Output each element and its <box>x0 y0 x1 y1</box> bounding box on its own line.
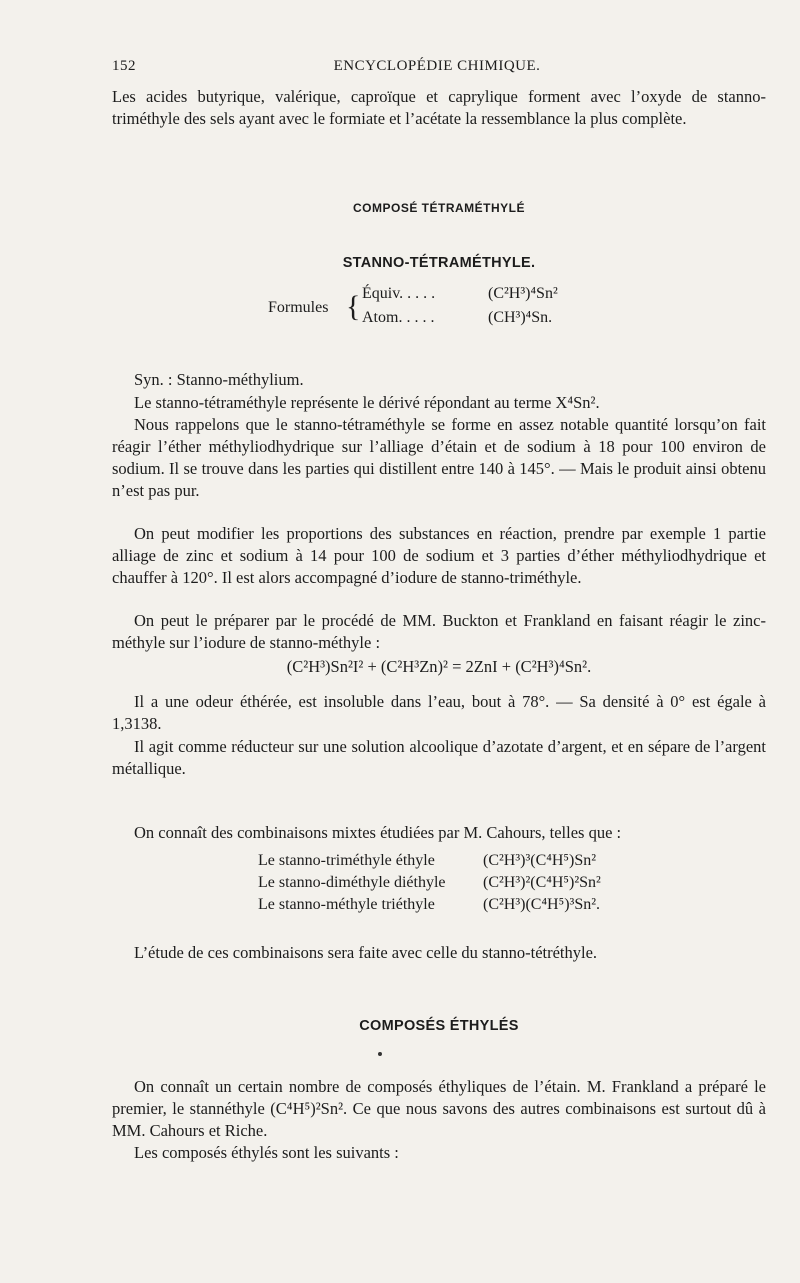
combination-name: Le stanno-méthyle triéthyle <box>258 896 435 913</box>
combination-formula: (C²H³)³(C⁴H⁵)Sn² <box>483 852 597 869</box>
paragraph-list-intro: Les composés éthylés sont les suivants : <box>134 1143 399 1162</box>
reaction-equation: (C²H³)Sn²I² + (C²H³Zn)² = 2ZnI + (C²H³)⁴Sn². <box>286 657 592 676</box>
combinations-list <box>258 850 758 916</box>
brace-glyph: { <box>346 290 361 323</box>
synonym-line: Syn. : Stanno-méthylium. <box>134 370 304 389</box>
paragraph-reducer: Il agit comme réducteur sur une solution alcoolique d’azotate d’argent, et en sépare de l’argent métallique. <box>112 737 766 778</box>
running-title: ENCYCLOPÉDIE CHIMIQUE. <box>333 58 541 74</box>
paragraph-formation: Nous rappelons que le stanno-tétraméthyle se forme en assez notable quantité lorsqu’on fait réagir l’éther méthyliodhydrique sur l’alliage d’étain et de sodium à 18 pour 100 environ de sodium. Il se trouve dans les parties qui distillent entre 140 à 145°. — Mais le produit ainsi obtenu n’est pas pur. <box>112 415 766 500</box>
paragraph-term: Le stanno-tétraméthyle représente le dérivé répondant au terme X⁴Sn². <box>134 393 600 412</box>
separator-dot <box>378 1052 382 1056</box>
list-item <box>258 894 758 916</box>
formula-value-atom: (CH³)⁴Sn. <box>488 309 553 326</box>
paragraph-properties: Il a une odeur éthérée, est insoluble dans l’eau, bout à 78°. — Sa densité à 0° est égale à 1,3138. <box>112 692 766 733</box>
formula-key-equiv: Équiv. . . . . <box>362 285 436 302</box>
combination-name: Le stanno-triméthyle éthyle <box>258 852 435 869</box>
combination-formula: (C²H³)²(C⁴H⁵)²Sn² <box>483 874 601 891</box>
running-header <box>112 58 762 80</box>
list-item <box>258 872 758 894</box>
combination-name: Le stanno-diméthyle diéthyle <box>258 874 446 891</box>
paragraph-ethyl: On connaît un certain nombre de composés éthyliques de l’étain. M. Frankland a préparé le premier, le stannéthyle (C⁴H⁵)²Sn². Ce que nous savons des autres combinaisons est surtout dû à MM. Cahours et Riche. <box>112 1077 766 1140</box>
section-title: STANNO-TÉTRAMÉTHYLE. <box>342 255 536 271</box>
formula-label: Formules <box>268 299 329 316</box>
section-subtitle: COMPOSÉ TÉTRAMÉTHYLÉ <box>352 201 525 215</box>
combination-formula: (C²H³)(C⁴H⁵)³Sn². <box>483 896 601 913</box>
formula-key-atom: Atom. . . . . <box>362 309 435 326</box>
paragraph-mixed: On connaît des combinaisons mixtes étudiées par M. Cahours, telles que : <box>134 823 622 842</box>
page-number: 152 <box>112 58 136 74</box>
paragraph-proportions: On peut modifier les proportions des substances en réaction, prendre par exemple 1 partie alliage de zinc et sodium à 14 pour 100 de sodium et 3 parties d’éther méthyliodhydrique et chauffer à 120°. Il est alors accompagné d’iodure de stanno-triméthyle. <box>112 524 766 587</box>
list-item <box>258 850 758 872</box>
formula-block <box>268 283 628 333</box>
paragraph-study: L’étude de ces combinaisons sera faite avec celle du stanno-tétréthyle. <box>134 943 598 962</box>
intro-paragraph: Les acides butyrique, valérique, caproïque et caprylique forment avec l’oxyde de stanno-triméthyle des sels ayant avec le formiate et l’acétate la ressemblance la plus complète. <box>112 87 766 128</box>
section-title-ethyl: COMPOSÉS ÉTHYLÉS <box>359 1018 519 1034</box>
formula-value-equiv: (C²H³)⁴Sn² <box>488 285 558 302</box>
paragraph-preparation: On peut le préparer par le procédé de MM. Buckton et Frankland en faisant réagir le zinc-méthyle sur l’iodure de stanno-méthyle : <box>112 611 766 652</box>
